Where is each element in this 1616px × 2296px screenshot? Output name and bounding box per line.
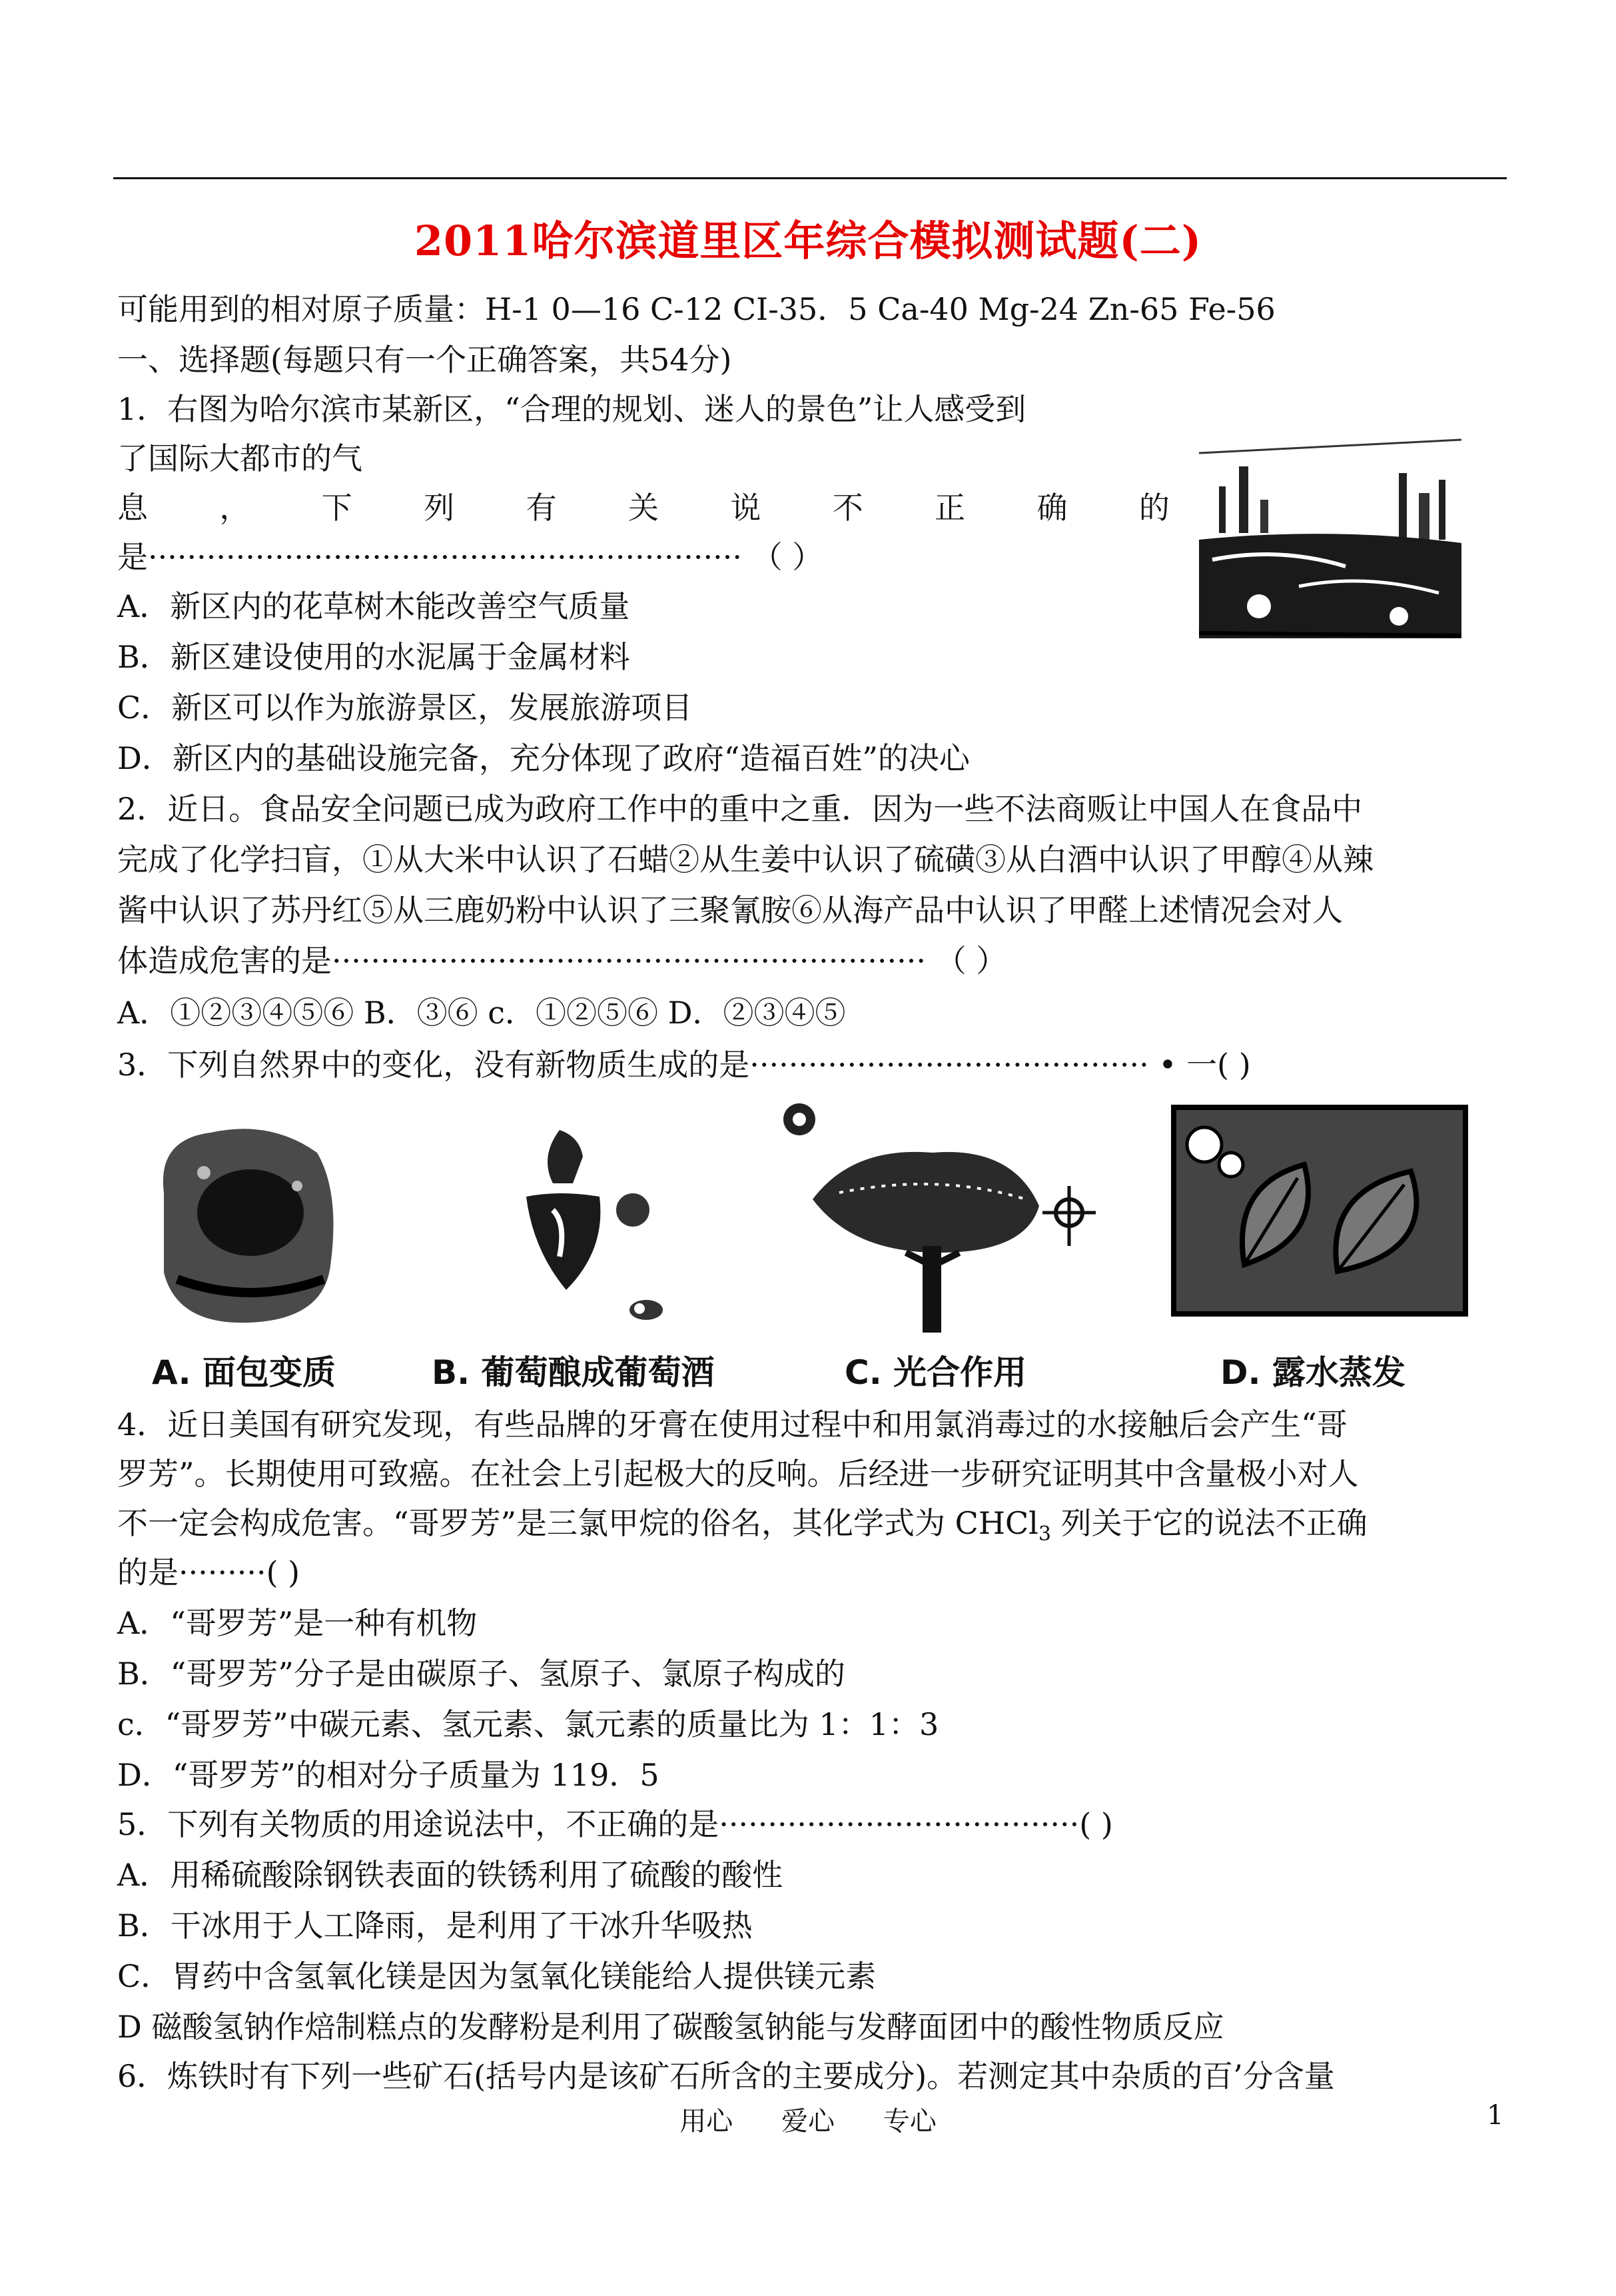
q1-option-c: C．新区可以作为旅游景区，发展旅游项目 [117,690,693,726]
q2-stem-line-4: 体造成危害的是····························································· （ ） [117,943,1007,979]
q1-stem-line-4: 是····························································· （ ） [117,539,823,575]
dew-evaporation-picture [1171,1105,1468,1317]
header-rule [113,177,1507,179]
q3-caption-d: D. 露水蒸发 [1220,1353,1406,1392]
q1-stem-line-3: 息 ， 下 列 有 关 说 不 正 确 的 [117,490,1170,526]
new-district-photo [1199,426,1461,638]
q5-option-c: C．胃药中含氢氧化镁是因为氢氧化镁能给人提供镁元素 [117,1958,877,1994]
footer-motto: 用心 爱心 专心 [679,2106,937,2137]
q4-stem-line-3: 不一定会构成危害。“哥罗芳”是三氯甲烷的俗名，其化学式为 CHCl$_3$ 列关于它的说法不正确 [117,1505,1368,1546]
q1-option-d: D．新区内的基础设施完备，充分体现了政府“造福百姓”的决心 [117,740,970,776]
bread-spoilage-picture [151,1113,344,1333]
q5-option-b: B．干冰用于人工降雨，是利用了干冰升华吸热 [117,1908,753,1944]
q4-option-b: B．“哥罗芳”分子是由碳原子、氢原子、氯原子构成的 [117,1656,845,1692]
q2-stem-line-3: 酱中认识了苏丹红⑤从三鹿奶粉中认识了三聚氰胺⑥从海产品中认识了甲醛上述情况会对人 [117,892,1343,928]
q5-option-a: A．用稀硫酸除钢铁表面的铁锈利用了硫酸的酸性 [117,1857,783,1893]
section-heading: 一、选择题(每题只有一个正确答案，共54分) [117,342,732,378]
q5-stem: 5．下列有关物质的用途说法中，不正确的是·····································( ) [117,1806,1113,1842]
page-number: 1 [1487,2100,1504,2131]
q4-stem-line-4: 的是·········( ) [117,1554,300,1590]
q4-stem-line-2: 罗芳”。长期使用可致癌。在社会上引起极大的反响。后经进一步研究证明其中含量极小对人 [117,1456,1359,1492]
q3-stem: 3．下列自然界中的变化，没有新物质生成的是········································· • 一( ) [117,1047,1251,1083]
page-title: 2011哈尔滨道里区年综合模拟测试题(二) [414,217,1202,265]
atomic-masses-line: 可能用到的相对原子质量：H-1 0—16 C-12 CI-35．5 Ca-40 Mg-24 Zn-65 Fe-56 [117,291,1276,327]
q2-stem-line-2: 完成了化学扫盲，①从大米中认识了石蜡②从生姜中认识了硫磺③从白酒中认识了甲醇④从辣 [117,842,1374,877]
q4-option-a: A．“哥罗芳”是一种有机物 [117,1605,478,1641]
q4-option-c: c．“哥罗芳”中碳元素、氢元素、氯元素的质量比为 1：1：3 [117,1706,939,1742]
q1-stem-line-2: 了国际大都市的气 [117,440,362,476]
q3-caption-c: C. 光合作用 [845,1353,1027,1392]
photosynthesis-picture [773,1093,1106,1346]
q1-stem-line-1: 1．右图为哈尔滨市某新区，“合理的规划、迷人的景色”让人感受到 [117,391,1026,427]
q6-stem: 6．炼铁时有下列一些矿石(括号内是该矿石所含的主要成分)。若测定其中杂质的百’分含量 [117,2058,1335,2094]
q1-option-a: A．新区内的花草树木能改善空气质量 [117,588,630,624]
q5-option-d: D 磁酸氢钠作焙制糕点的发酵粉是利用了碳酸氢钠能与发酵面团中的酸性物质反应 [117,2009,1224,2045]
q3-caption-b: B. 葡萄酿成葡萄酒 [432,1353,715,1392]
q1-option-b: B．新区建设使用的水泥属于金属材料 [117,639,630,675]
grape-wine-picture [466,1117,666,1330]
q4-stem-line-1: 4．近日美国有研究发现，有些品牌的牙膏在使用过程中和用氯消毒过的水接触后会产生“哥 [117,1407,1348,1442]
q2-options: A．①②③④⑤⑥ B．③⑥ c．①②⑤⑥ D．②③④⑤ [117,995,846,1031]
q2-stem-line-1: 2．近日。食品安全问题已成为政府工作中的重中之重．因为一些不法商贩让中国人在食品中 [117,791,1363,827]
q3-caption-a: A. 面包变质 [152,1353,336,1392]
q4-option-d: D．“哥罗芳”的相对分子质量为 119．5 [117,1757,659,1793]
